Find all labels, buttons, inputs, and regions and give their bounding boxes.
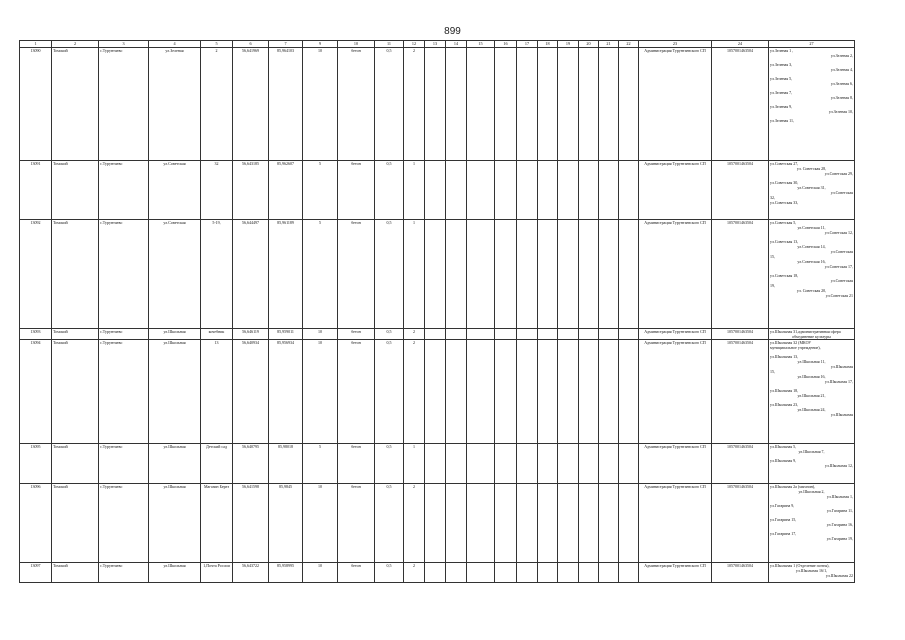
cell-lon: 85,9845 (269, 484, 303, 563)
table-body (20, 48, 855, 583)
cell-street: ул.Школьная (149, 340, 201, 444)
table-row (20, 48, 855, 161)
cell-empty (619, 220, 639, 329)
cell-addresses (769, 220, 855, 329)
address-line: муниципальное учреждение), (770, 345, 821, 350)
address-line: ул.Советская 16, (797, 259, 826, 264)
cell-empty (579, 329, 599, 340)
cell-house: 5-19, (201, 220, 233, 329)
address-line: ул.Школьная 5, (770, 444, 797, 449)
cell-empty (425, 220, 446, 329)
cell-owner: Администрация Турунтаевского СП (639, 484, 712, 563)
column-header: 20 (579, 41, 599, 48)
cell-house: Детский сад (201, 444, 233, 484)
cell-owner: Администрация Турунтаевского СП (639, 563, 712, 583)
cell-owner: Администрация Турунтаевского СП (639, 340, 712, 444)
address-line: ул.Зеленая 4, (830, 67, 853, 72)
address-line: ул.Школьная 9, (770, 458, 797, 463)
cell-id: 13097 (20, 563, 52, 583)
cell-empty (619, 340, 639, 444)
cell-empty (446, 444, 467, 484)
cell-empty (538, 484, 558, 563)
column-header: 14 (446, 41, 467, 48)
address-line: ул.Советская (830, 190, 853, 195)
cell-settlement: с.Турунтаево (99, 161, 149, 220)
cell-addresses (769, 340, 855, 444)
cell-lat: 56,640795 (233, 444, 269, 484)
cell-surface: бетон (338, 484, 375, 563)
cell-empty (446, 329, 467, 340)
cell-ogrn: 1057001463504 (712, 220, 769, 329)
cell-empty (467, 329, 495, 340)
table-row (20, 484, 855, 563)
cell-empty (619, 563, 639, 583)
cell-surface: бетон (338, 48, 375, 161)
cell-id: 13095 (20, 444, 52, 484)
address-line: ул.Школьная 11, (797, 359, 826, 364)
cell-empty (579, 340, 599, 444)
cell-empty (467, 161, 495, 220)
cell-addresses (769, 444, 855, 484)
cell-c12: 1 (404, 220, 425, 329)
cell-c11: 0,5 (375, 484, 404, 563)
cell-empty (579, 48, 599, 161)
column-header: 4 (149, 41, 201, 48)
cell-owner: Администрация Турунтаевского СП (639, 444, 712, 484)
cell-empty (558, 444, 579, 484)
column-header: 16 (495, 41, 517, 48)
cell-empty (619, 161, 639, 220)
address-line: 19, (770, 283, 775, 288)
cell-id: 13093 (20, 329, 52, 340)
cell-c12: 1 (404, 444, 425, 484)
address-line: ул.Советская 27, (770, 161, 799, 166)
cell-empty (599, 329, 619, 340)
cell-c11: 0,5 (375, 563, 404, 583)
cell-house: 2 (201, 48, 233, 161)
cell-ogrn: 1057001463504 (712, 484, 769, 563)
cell-empty (538, 563, 558, 583)
address-line: ул.Зеленая 10, (828, 109, 853, 114)
cell-c9: 10 (303, 48, 338, 161)
cell-lon: 85,956934 (269, 340, 303, 444)
cell-c9: 10 (303, 340, 338, 444)
cell-house: 1,Почта России (201, 563, 233, 583)
address-line: ул.Советская 33, (770, 200, 799, 205)
cell-empty (495, 484, 517, 563)
cell-empty (495, 444, 517, 484)
cell-empty (579, 484, 599, 563)
cell-empty (495, 220, 517, 329)
cell-empty (538, 48, 558, 161)
cell-id: 13091 (20, 161, 52, 220)
cell-surface: бетон (338, 220, 375, 329)
cell-empty (619, 48, 639, 161)
table-row (20, 161, 855, 220)
cell-c9: 5 (303, 161, 338, 220)
cell-c12: 2 (404, 563, 425, 583)
address-line: ул.Школьная 16/1, (795, 568, 828, 573)
cell-ogrn: 1057001463504 (712, 329, 769, 340)
column-header: 19 (558, 41, 579, 48)
cell-surface: бетон (338, 563, 375, 583)
cell-empty (495, 48, 517, 161)
column-header: 21 (599, 41, 619, 48)
table-row (20, 340, 855, 444)
cell-owner: Администрация Турунтаевского СП (639, 220, 712, 329)
cell-district: Томский (52, 329, 99, 340)
cell-empty (599, 484, 619, 563)
cell-street: ул.Зеленая (149, 48, 201, 161)
column-header: 27 (769, 41, 855, 48)
address-line: ул.Школьная 13, (770, 354, 799, 359)
page-number: 899 (444, 26, 461, 37)
column-header: 17 (517, 41, 538, 48)
cell-empty (599, 220, 619, 329)
address-line: ул.Зеленая 6, (830, 81, 853, 86)
cell-empty (558, 329, 579, 340)
address-line: ул.Советская 29, (824, 171, 853, 176)
cell-lon: 85,958995 (269, 563, 303, 583)
address-line: ул.Школьная 17, (824, 379, 853, 384)
address-line: ул.Школьная 31,административная сфера (770, 329, 841, 334)
cell-settlement: с.Турунтаево (99, 563, 149, 583)
address-line: ул. Советская 28, (796, 166, 827, 171)
cell-lat: 56,641598 (233, 484, 269, 563)
cell-c9: 5 (303, 220, 338, 329)
address-line: ул.Школьная 32 (МКОУ (770, 340, 812, 345)
column-header: 2 (52, 41, 99, 48)
cell-empty (446, 484, 467, 563)
cell-surface: бетон (338, 329, 375, 340)
cell-empty (619, 444, 639, 484)
address-line: ул.Школьная (830, 412, 853, 417)
address-line: ул.Зеленая 8, (830, 95, 853, 100)
cell-settlement: с.Турунтаево (99, 329, 149, 340)
cell-empty (599, 444, 619, 484)
cell-empty (517, 329, 538, 340)
cell-empty (517, 563, 538, 583)
cell-house: Магазин Берез (201, 484, 233, 563)
address-line: ул.Зеленая 9, (770, 104, 793, 109)
cell-empty (558, 161, 579, 220)
address-line: ул.Советская 21 (825, 293, 853, 298)
table-row (20, 220, 855, 329)
column-header: 12 (404, 41, 425, 48)
cell-ogrn: 1057001463504 (712, 444, 769, 484)
address-line: ул.Школьная 24, (797, 407, 826, 412)
cell-empty (446, 48, 467, 161)
cell-addresses (769, 48, 855, 161)
cell-empty (425, 444, 446, 484)
cell-owner: Администрация Турунтаевского СП (639, 161, 712, 220)
address-line: ул.Школьная 21, (797, 393, 826, 398)
address-line: ул.Гагарина 17, (770, 531, 797, 536)
cell-empty (619, 484, 639, 563)
address-line: ул.Советская 17, (824, 264, 853, 269)
cell-lon: 85,964103 (269, 48, 303, 161)
table-header (20, 41, 855, 48)
address-line: ул.Школьная 16, (797, 374, 826, 379)
table-row (20, 329, 855, 340)
cell-lat: 56,640934 (233, 340, 269, 444)
cell-district: Томский (52, 563, 99, 583)
cell-settlement: с.Турунтаево (99, 220, 149, 329)
header-row (20, 41, 855, 48)
cell-surface: бетон (338, 340, 375, 444)
address-line: ул.Советская 31, (797, 185, 826, 190)
registry-table (19, 40, 855, 583)
address-line: ул.Гагарина 9, (770, 503, 795, 508)
address-line: ул.Советская (830, 249, 853, 254)
cell-empty (558, 340, 579, 444)
cell-c11: 0,5 (375, 444, 404, 484)
cell-settlement: с.Турунтаево (99, 484, 149, 563)
cell-settlement: с.Турунтаево (99, 444, 149, 484)
address-line: ул.Советская 30, (770, 180, 799, 185)
cell-street: ул.Школьная (149, 484, 201, 563)
cell-lat: 56,643722 (233, 563, 269, 583)
cell-empty (425, 340, 446, 444)
cell-empty (538, 220, 558, 329)
address-line: ул.Школьная 2, (798, 489, 825, 494)
address-line: 15, (770, 254, 775, 259)
column-header: 5 (201, 41, 233, 48)
cell-empty (467, 444, 495, 484)
address-line: ул.Гагарина 15, (770, 517, 797, 522)
cell-district: Томский (52, 340, 99, 444)
column-header: 11 (375, 41, 404, 48)
cell-ogrn: 1057001463504 (712, 161, 769, 220)
cell-empty (467, 48, 495, 161)
cell-lat: 56,643185 (233, 161, 269, 220)
address-line: ул.Советская 13, (770, 239, 799, 244)
column-header: 15 (467, 41, 495, 48)
address-line: ул.Школьная 18, (770, 388, 799, 393)
cell-c11: 0,5 (375, 161, 404, 220)
cell-district: Томский (52, 161, 99, 220)
cell-empty (517, 48, 538, 161)
cell-empty (467, 340, 495, 444)
column-header: 18 (538, 41, 558, 48)
cell-empty (425, 48, 446, 161)
cell-c11: 0,5 (375, 329, 404, 340)
column-header: 22 (619, 41, 639, 48)
cell-empty (599, 48, 619, 161)
cell-settlement: с.Турунтаево (99, 48, 149, 161)
address-line: ул.Зеленая 2, (830, 53, 853, 58)
cell-addresses (769, 329, 855, 340)
address-line: ул.Зеленая 3, (770, 62, 793, 67)
cell-empty (558, 563, 579, 583)
cell-street: ул.Советская (149, 161, 201, 220)
address-line: ул.Школьная 1, (826, 494, 853, 499)
cell-c11: 0,5 (375, 48, 404, 161)
cell-c9: 5 (303, 444, 338, 484)
cell-empty (558, 48, 579, 161)
address-line: ул.Зеленая 11, (770, 118, 794, 123)
cell-empty (579, 220, 599, 329)
cell-street: ул.Советская (149, 220, 201, 329)
cell-empty (446, 340, 467, 444)
cell-empty (495, 329, 517, 340)
cell-district: Томский (52, 444, 99, 484)
cell-empty (599, 563, 619, 583)
cell-empty (425, 329, 446, 340)
cell-settlement: с.Турунтаево (99, 340, 149, 444)
cell-empty (619, 329, 639, 340)
address-line: ул.Советская (830, 278, 853, 283)
cell-empty (599, 340, 619, 444)
address-line: 15, (770, 369, 775, 374)
cell-empty (446, 563, 467, 583)
cell-c12: 2 (404, 329, 425, 340)
address-line: ул.Гагарина 16, (826, 522, 853, 527)
cell-c9: 10 (303, 484, 338, 563)
column-header: 24 (712, 41, 769, 48)
cell-lon: 85,98018 (269, 444, 303, 484)
cell-lat: 56,646119 (233, 329, 269, 340)
address-line: ул.Зеленая 5, (770, 76, 793, 81)
address-line: ул.Советская 11, (797, 225, 826, 230)
cell-empty (467, 563, 495, 583)
cell-id: 13092 (20, 220, 52, 329)
column-header: 1 (20, 41, 52, 48)
cell-ogrn: 1057001463504 (712, 563, 769, 583)
address-line: ул.Советская 12, (824, 230, 853, 235)
cell-c12: 1 (404, 161, 425, 220)
address-line: ул.Гагарина 11, (826, 508, 853, 513)
address-line: 32, (770, 195, 775, 200)
cell-empty (579, 563, 599, 583)
cell-c11: 0,5 (375, 340, 404, 444)
cell-empty (517, 340, 538, 444)
cell-c9: 10 (303, 563, 338, 583)
column-header: 7 (269, 41, 303, 48)
cell-ogrn: 1057001463504 (712, 48, 769, 161)
cell-empty (599, 161, 619, 220)
cell-empty (495, 161, 517, 220)
address-line: ул.Зеленая 1 , (770, 48, 794, 53)
cell-lon: 85,962607 (269, 161, 303, 220)
cell-surface: бетон (338, 161, 375, 220)
address-line: ул.Школьная 22 (825, 573, 853, 578)
address-line: объединение культуры (792, 334, 831, 339)
cell-empty (538, 444, 558, 484)
address-line: ул.Советская 14, (797, 244, 826, 249)
cell-street: ул.Школьная (149, 563, 201, 583)
cell-empty (425, 161, 446, 220)
cell-house: 13 (201, 340, 233, 444)
cell-c12: 2 (404, 48, 425, 161)
cell-empty (467, 484, 495, 563)
address-line: ул.Школьная 1 (Отделение почты), (770, 563, 830, 568)
cell-district: Томский (52, 220, 99, 329)
address-line: ул.Советская 5, (770, 220, 797, 225)
cell-district: Томский (52, 484, 99, 563)
cell-street: ул.Школьная (149, 444, 201, 484)
cell-street: ул.Школьная (149, 329, 201, 340)
cell-c12: 2 (404, 340, 425, 444)
cell-empty (425, 563, 446, 583)
address-line: ул. Советская 20, (796, 288, 827, 293)
cell-empty (538, 329, 558, 340)
column-header: 9 (303, 41, 338, 48)
cell-district: Томский (52, 48, 99, 161)
cell-lon: 85,961189 (269, 220, 303, 329)
address-line: ул.Советская 18, (770, 273, 799, 278)
cell-empty (538, 161, 558, 220)
column-header: 10 (338, 41, 375, 48)
cell-empty (495, 340, 517, 444)
cell-empty (446, 220, 467, 329)
cell-empty (579, 444, 599, 484)
cell-empty (495, 563, 517, 583)
cell-addresses (769, 563, 855, 583)
address-line: ул.Школьная 23, (770, 402, 799, 407)
address-line: ул.Школьная 12, (824, 463, 853, 468)
column-header: 6 (233, 41, 269, 48)
cell-owner: Администрация Турунтаевского СП (639, 329, 712, 340)
cell-id: 13090 (20, 48, 52, 161)
table-row (20, 444, 855, 484)
address-line: ул.Гагарина 19, (826, 536, 853, 541)
column-header: 13 (425, 41, 446, 48)
cell-empty (579, 161, 599, 220)
cell-lon: 85,959011 (269, 329, 303, 340)
address-line: ул.Школьная (830, 364, 853, 369)
cell-c9: 10 (303, 329, 338, 340)
cell-empty (517, 484, 538, 563)
cell-c11: 0,5 (375, 220, 404, 329)
column-header: 3 (99, 41, 149, 48)
cell-empty (517, 444, 538, 484)
cell-empty (446, 161, 467, 220)
cell-empty (425, 484, 446, 563)
cell-c12: 2 (404, 484, 425, 563)
cell-owner: Администрация Турунтаевского СП (639, 48, 712, 161)
cell-addresses (769, 484, 855, 563)
cell-house: 32 (201, 161, 233, 220)
address-line: ул.Школьная 2а (магазин), (770, 484, 816, 489)
address-line: ул.Зеленая 7, (770, 90, 793, 95)
cell-lat: 56,641969 (233, 48, 269, 161)
cell-id: 13094 (20, 340, 52, 444)
cell-empty (558, 220, 579, 329)
cell-empty (517, 161, 538, 220)
cell-empty (467, 220, 495, 329)
cell-ogrn: 1057001463504 (712, 340, 769, 444)
address-line: ул.Школьная 7, (798, 449, 825, 454)
cell-empty (538, 340, 558, 444)
column-header: 23 (639, 41, 712, 48)
cell-empty (558, 484, 579, 563)
cell-surface: бетон (338, 444, 375, 484)
cell-addresses (769, 161, 855, 220)
cell-house: кочебник (201, 329, 233, 340)
table-row (20, 563, 855, 583)
cell-lat: 56,644497 (233, 220, 269, 329)
cell-empty (517, 220, 538, 329)
cell-id: 13096 (20, 484, 52, 563)
